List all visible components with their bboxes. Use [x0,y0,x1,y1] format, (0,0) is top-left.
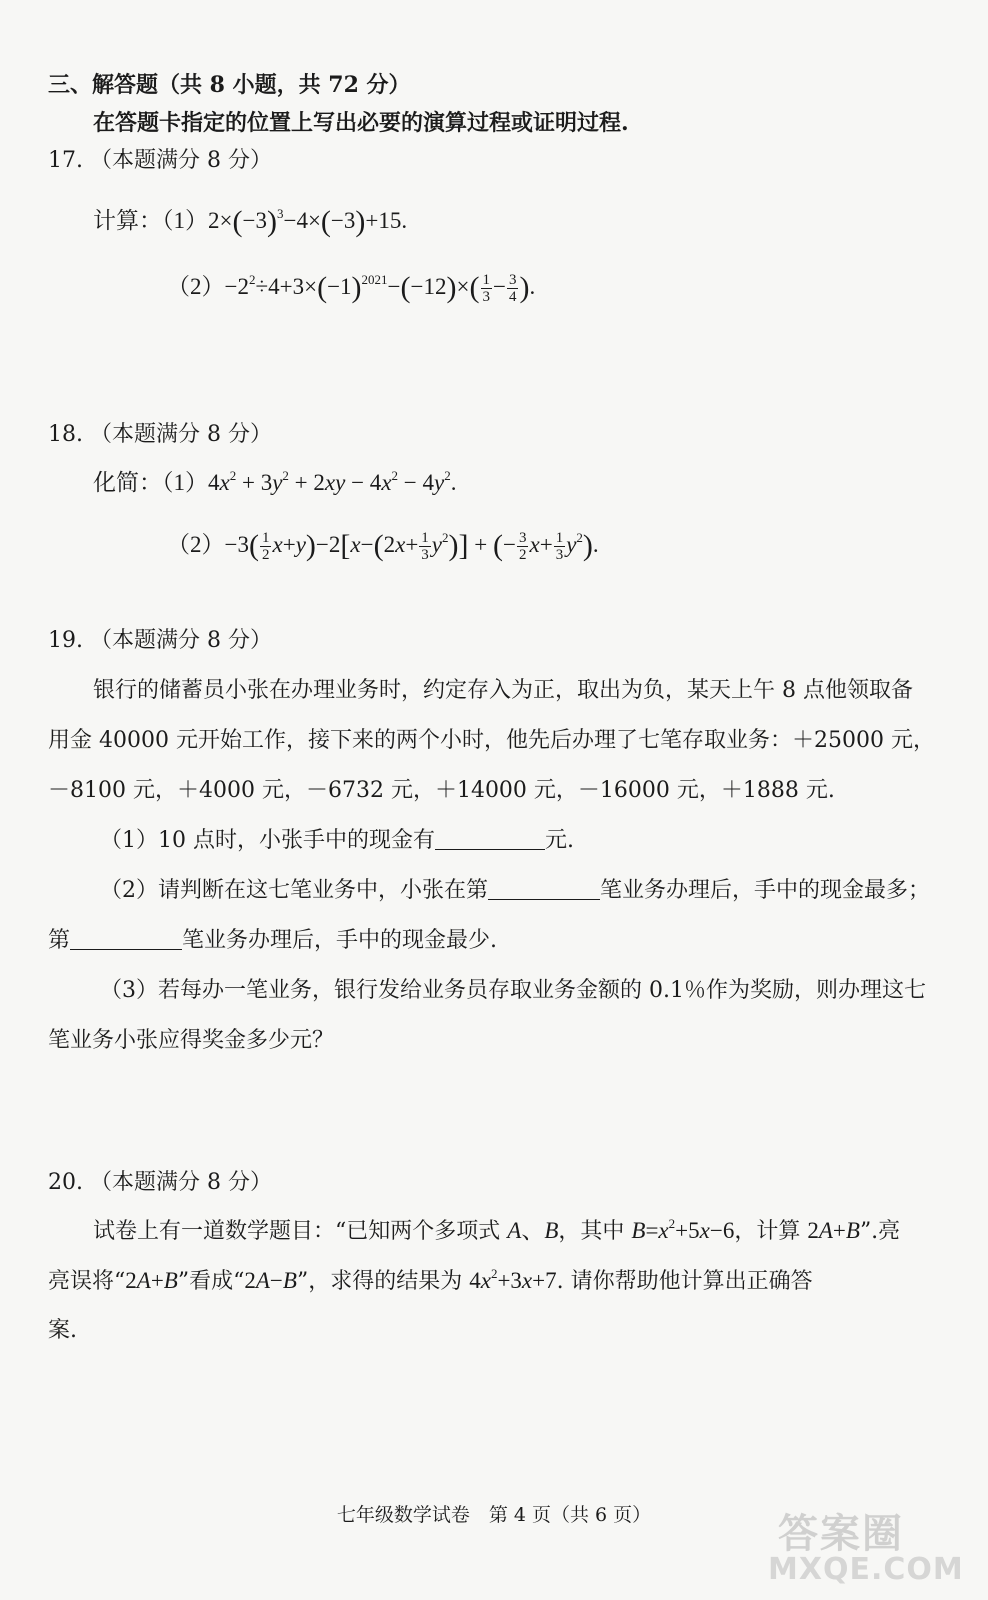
q20-wrong-expr: 2A−B [244,1268,297,1293]
q18-p1-expression: $4x^2 + 3y^2 + 2xy - 4x^2 - 4y^2$. [208,468,457,495]
q19-header: 19. （本题满分 8 分） [48,628,272,653]
page-footer: 七年级数学试卷 第 4 页（共 6 页） [336,1504,652,1526]
q19-sub1 [100,826,574,856]
q20-line1-a: 试卷上有一道数学题目：“已知两个多项式 [93,1219,508,1244]
q20-line1 [93,1216,900,1247]
q19-sub1-text: （1）10 点时，小张手中的现金有 [100,828,435,853]
q17-part1 [93,206,407,237]
q19-sub1-answer-blank[interactable] [435,827,545,850]
q20-line1-c: ，计算 [734,1219,808,1244]
watermark-url: MXQE.COM [768,1552,964,1587]
q20-line1-b: ，其中 [558,1219,632,1244]
watermark-logo: 答案圈 [778,1511,904,1557]
q18-p2-expression: −3( $\frac{1}{2}$ x+y)−2[x−(2x+ $\frac{1}{3}$ $y^2$)] + (− $\frac{3}{2}$ x+ $\frac{1}{3}$ $y^2$). [224,529,599,564]
q20-b-definition: $B=x^2+5x-6$ [631,1216,735,1243]
q19-sub3-line2: 笔业务小张应得奖金多少元？ [48,1028,335,1053]
q18-lead: 化简： [93,470,162,495]
q19-sub3-line1: （3）若每办一笔业务，银行发给业务员存取业务金额的 0.1％作为奖励，则办理这七 [100,978,926,1003]
q20-target-expr: 2A+B [807,1218,860,1243]
q19-sub2-text-d: 笔业务办理后，手中的现金最少. [182,928,498,953]
q17-p2-label: （2） [167,274,225,299]
q18-part2 [167,530,599,563]
section-instruction: 在答题卡指定的位置上写出必要的演算过程或证明过程. [93,110,629,136]
q19-sub2-cont [48,926,497,956]
q19-para-line2: 用金 40000 元开始工作，接下来的两个小时，他先后办理了七笔存取业务：＋25000 元， [48,728,935,753]
q19-para-line1: 银行的储蓄员小张在办理业务时，约定存入为正，取出为负，某天上午 8 点他领取备 [93,678,913,703]
q17-header: 17. （本题满分 8 分） [48,148,272,173]
watermark [768,1502,968,1592]
q20-wrong-result: $4x^2+3x+7$ [469,1266,557,1293]
q19-sub1-unit: 元. [545,828,574,853]
q17-p1-label: （1） [162,208,208,233]
q20-header: 20. （本题满分 8 分） [48,1170,272,1195]
q19-sub2 [100,876,930,906]
q19-para-line3: －8100 元，＋4000 元，－6732 元，＋14000 元，－16000 元，＋1888 元. [48,778,835,803]
q19-sub2-answer-blank-min[interactable] [70,927,182,950]
q20-correct-expr: 2A+B [125,1268,178,1293]
q17-p2-expression: $-2^2\div 4+3\times(-1)^{2021}-(-12)\times$( $\frac{1}{3}$ − $\frac{3}{4}$ ). [224,271,536,306]
q20-line2-d: . 请你帮助他计算出正确答 [556,1269,813,1294]
q20-line3: 案. [48,1318,77,1343]
q17-lead: 计算： [93,208,162,233]
q19-sub2-text-c: 第 [48,928,71,953]
q20-polys-ab: A、B [507,1218,559,1243]
q20-line2-c: ”，求得的结果为 [296,1269,470,1294]
section-heading: 三、解答题（共 8 小题，共 72 分） [48,72,411,98]
q20-line2-b: ”看成“ [177,1269,245,1294]
q20-line2 [48,1266,813,1297]
q17-p1-expression: $2\times(-3)^3-4\times(-3)+15$. [208,205,408,238]
q20-line2-a: 亮误将“ [48,1269,126,1294]
q19-sub2-text-b: 笔业务办理后，手中的现金最多； [600,878,931,903]
q19-sub2-answer-blank-max[interactable] [488,877,600,900]
q18-part1 [93,468,456,498]
q18-p1-label: （1） [162,470,208,495]
q20-line1-d: ”.亮 [859,1219,901,1244]
q18-header: 18. （本题满分 8 分） [48,422,272,447]
q19-sub2-text-a: （2）请判断在这七笔业务中，小张在第 [100,878,488,903]
q18-p2-label: （2） [167,532,225,557]
q17-part2 [167,272,535,305]
